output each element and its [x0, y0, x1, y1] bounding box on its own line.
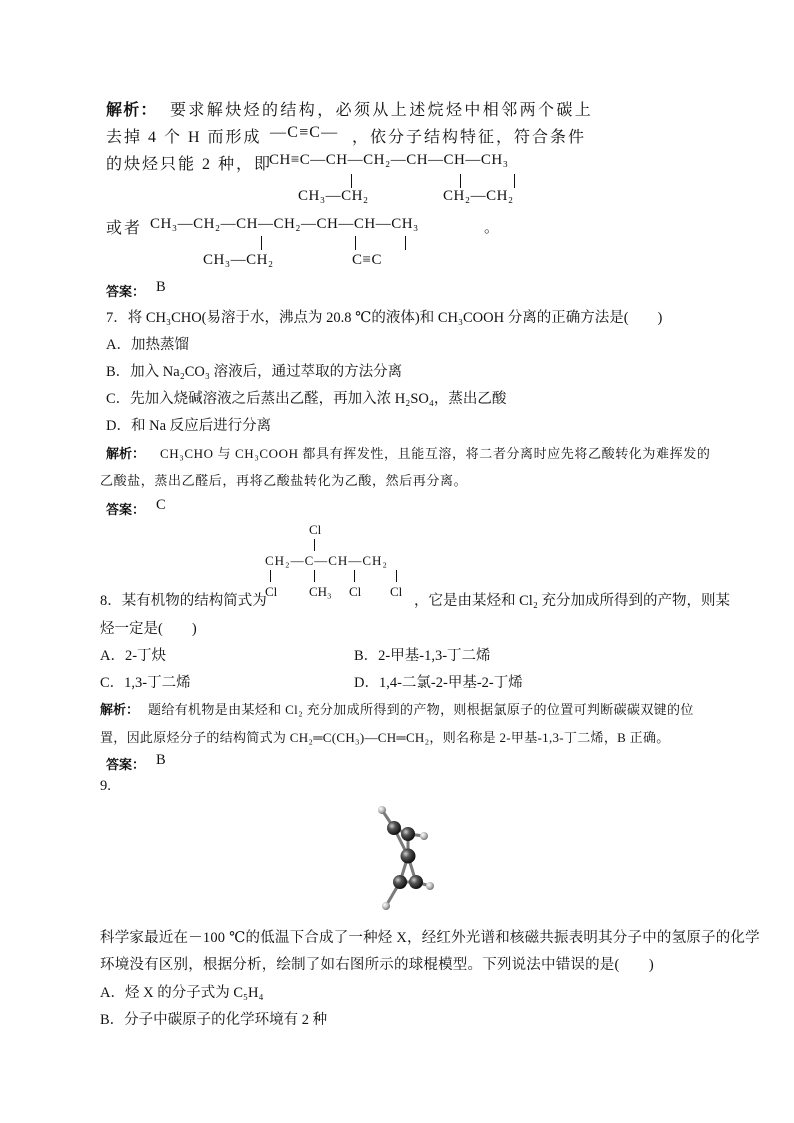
- bond-line: [314, 570, 315, 582]
- structure-label: Cl: [349, 584, 362, 599]
- analysis-text: 的炔烃只能 2 种，即: [106, 156, 273, 173]
- or-text: 或者: [106, 220, 143, 237]
- question-7-option-b: B．加入 Na₂CO₃ 溶液后，通过萃取的方法分离: [106, 364, 403, 380]
- structure-label: Cl: [390, 584, 403, 599]
- question-9-option-a: A．烃 X 的分子式为 C₅H₄: [100, 985, 264, 1001]
- bond-line: [355, 236, 356, 250]
- hydrogen-atom: [378, 806, 386, 814]
- analysis-text: 要求解炔烃的结构，必须从上述烷烃中相邻两个碳上: [170, 102, 594, 119]
- question-7-option-a: A．加热蒸馏: [106, 337, 189, 353]
- hydrogen-atom: [382, 902, 390, 910]
- question-9-number: 9.: [100, 778, 111, 794]
- question-8-stem: 8．某有机物的结构简式为: [100, 593, 267, 609]
- structure-label: Cl: [265, 584, 278, 599]
- alkyne-structure-1-main: CH≡C—CH—CH₂—CH—CH—CH₃: [269, 152, 509, 168]
- bond-line: [261, 236, 262, 250]
- answer-value: B: [156, 279, 166, 295]
- question-8-option-b: B．2-甲基-1,3-丁二烯: [354, 648, 491, 664]
- answer-label: 答案：: [106, 757, 146, 772]
- question-9-option-b: B．分子中碳原子的化学环境有 2 种: [100, 1012, 328, 1028]
- alkyne-structure-2-main: CH₃—CH₂—CH—CH₂—CH—CH—CH₃: [150, 216, 419, 232]
- bond-line: [314, 539, 315, 551]
- structure-label: CH₃: [309, 584, 332, 599]
- alkyne-structure-1-ring: CH₂—CH₂: [443, 188, 514, 204]
- carbon-atom: [409, 875, 423, 889]
- period: 。: [484, 220, 500, 236]
- bond-line: [351, 174, 352, 188]
- carbon-atom: [401, 849, 416, 864]
- analysis-text: 置，因此原烃分子的结构简式为 CH₂═C(CH₃)—CH═CH₂，则名称是 2-甲基-1,3-丁二烯，B 正确。: [100, 730, 670, 745]
- answer-value: B: [156, 752, 166, 768]
- analysis-label: 解析：: [106, 446, 146, 461]
- answer-value: C: [156, 497, 166, 513]
- question-9-stem: 环境没有区别，根据分析，绘制了如右图所示的球棍模型。下列说法中错误的是( ): [100, 957, 654, 973]
- analysis-label: 解析：: [106, 102, 158, 119]
- bond-line: [514, 174, 515, 188]
- alkyne-structure-2-ethyl: CH₃—CH₂: [203, 252, 274, 268]
- analysis-text: ，依分子结构特征，符合条件: [352, 129, 587, 146]
- carbon-atom: [387, 821, 401, 835]
- question-7-option-d: D．和 Na 反应后进行分离: [106, 418, 272, 434]
- structure-label: Cl: [309, 522, 322, 537]
- hydrogen-atom: [420, 832, 428, 840]
- ball-and-stick-model-image: [368, 802, 440, 918]
- bond-line: [460, 174, 461, 188]
- analysis-text: CH₃CHO 与 CH₃COOH 都具有挥发性，且能互溶，将二者分离时应先将乙酸转化为难挥发的: [160, 446, 711, 461]
- answer-label: 答案：: [106, 284, 146, 299]
- question-8-option-d: D．1,4-二氯-2-甲基-2-丁烯: [354, 675, 523, 691]
- question-8-stem: 烃一定是( ): [100, 621, 197, 637]
- answer-label: 答案：: [106, 502, 146, 517]
- carbon-atom: [401, 827, 415, 841]
- alkyne-bond-formula: —C≡C—: [270, 124, 339, 141]
- carbon-atom: [393, 875, 407, 889]
- hydrogen-atom: [426, 882, 434, 890]
- question-7-stem: 7．将 CH₃CHO(易溶于水，沸点为 20.8 ℃的液体)和 CH₃COOH 分离的正确方法是( ): [106, 310, 663, 326]
- question-9-stem: 科学家最近在－100 ℃的低温下合成了一种烃 X，经红外光谱和核磁共振表明其分子中的氢原子的化学: [100, 930, 760, 946]
- analysis-label: 解析：: [100, 702, 140, 717]
- question-8-stem: ，它是由某烃和 Cl₂ 充分加成所得到的产物，则某: [414, 593, 731, 609]
- alkyne-structure-1-ethyl: CH₃—CH₂: [298, 188, 369, 204]
- question-8-option-c: C．1,3-丁二烯: [100, 675, 191, 691]
- question-7-option-c: C．先加入烧碱溶液之后蒸出乙醛，再加入浓 H₂SO₄，蒸出乙酸: [106, 391, 507, 407]
- bond-line: [396, 570, 397, 582]
- structure-label: CH₂—C—CH—CH₂: [265, 553, 388, 568]
- bond-line: [270, 570, 271, 582]
- analysis-text: 去掉 4 个 H 而形成: [106, 129, 262, 146]
- analysis-text: 题给有机物是由某烃和 Cl₂ 充分加成所得到的产物，则根据氯原子的位置可判断碳碳双键的位: [148, 702, 694, 717]
- question-8-option-a: A．2-丁炔: [100, 648, 167, 664]
- bond-line: [354, 570, 355, 582]
- bond-line: [405, 236, 406, 250]
- analysis-text: 乙酸盐，蒸出乙醛后，再将乙酸盐转化为乙酸，然后再分离。: [100, 473, 468, 488]
- alkyne-structure-2-ring: C≡C: [352, 252, 382, 268]
